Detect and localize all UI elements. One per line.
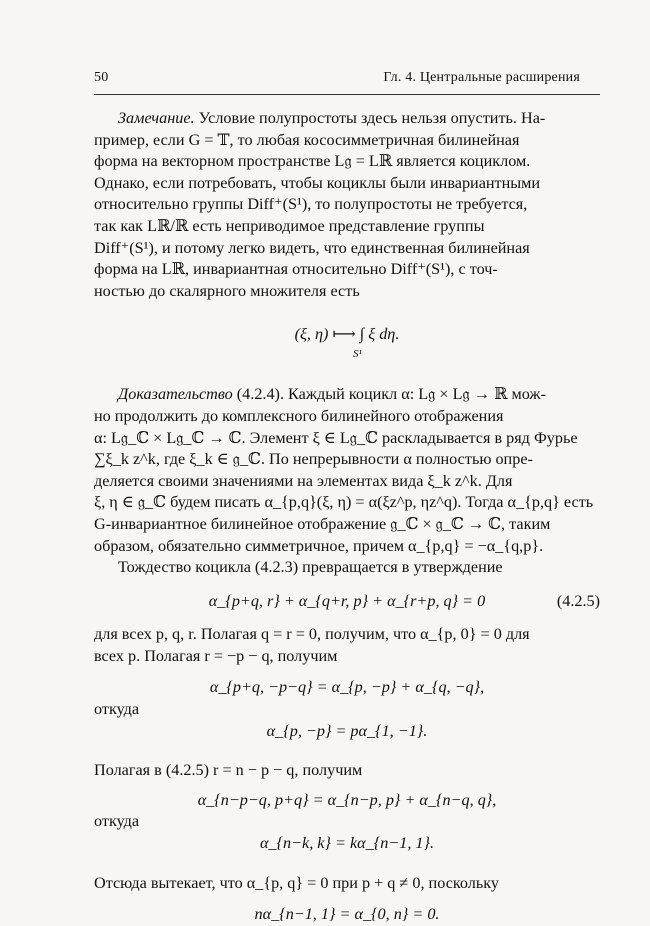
equation-number: (4.2.5) — [556, 591, 600, 610]
text-line: всех p. Полагая r = −p − q, получим — [94, 646, 338, 665]
proof-paragraph — [94, 384, 600, 578]
proof-line: Доказательство (4.2.4). Каждый коцикл α: L𝔤 × L𝔤 → ℝ мож- — [118, 385, 546, 404]
page-number: 50 — [94, 70, 109, 85]
equation-4-2-5-formula: α_{p+q, r} + α_{q+r, p} + α_{r+p, q} = 0 — [208, 591, 486, 610]
remark-line: пример, если G = 𝕋, то любая кососимметричная билинейная — [94, 130, 520, 149]
remark-line: так как Lℝ/ℝ есть неприводимое представление группы — [94, 216, 485, 235]
remark-line: форма на Lℝ, инвариантная относительно Diff⁺(S¹), с точ- — [94, 260, 498, 279]
remark-line: форма на векторном пространстве L𝔤 = Lℝ является коциклом. — [94, 152, 531, 171]
proof-line: образом, обязательно симметричное, причем α_{p,q} = −α_{q,p}. — [94, 536, 544, 555]
remark-line: Diff⁺(S¹), и потому легко видеть, что единственная билинейная — [94, 238, 530, 257]
proof-line: ∑ξ_k z^k, где ξ_k ∈ 𝔤_ℂ. По непрерывности α полностью опре- — [94, 450, 533, 469]
remark-line: ностью до скалярного множителя есть — [94, 281, 360, 300]
equation-a: α_{p+q, −p−q} = α_{p, −p} + α_{q, −q}, — [209, 678, 485, 697]
remark-label: Замечание. — [118, 109, 195, 127]
proof-line: G-инвариантное билинейное отображение 𝔤_ℂ × 𝔤_ℂ → ℂ, таким — [94, 514, 551, 533]
equation-4-2-5 — [94, 591, 600, 613]
proof-label: Доказательство — [118, 385, 233, 404]
equation-b: α_{p, −p} = pα_{1, −1}. — [266, 721, 428, 740]
equation-e: nα_{n−1, 1} = α_{0, n} = 0. — [254, 905, 440, 924]
running-title: Гл. 4. Центральные расширения — [383, 70, 580, 85]
proof-line: α: L𝔤_ℂ × L𝔤_ℂ → ℂ. Элемент ξ ∈ L𝔤_ℂ раскладывается в ряд Фурье — [94, 428, 578, 447]
polagaya-line: Полагая в (4.2.5) r = n − p − q, получим — [94, 761, 363, 780]
text-line: для всех p, q, r. Полагая q = r = 0, получим, что α_{p, 0} = 0 для — [94, 625, 530, 644]
otkuda-2: откуда — [94, 812, 140, 831]
proof-line: ξ, η ∈ 𝔤_ℂ будем писать α_{p,q}(ξ, η) = α(ξz^p, ηz^q). Тогда α_{p,q} есть — [94, 493, 594, 512]
remark-line: Однако, если потребовать, чтобы коциклы были инвариантными — [94, 173, 541, 192]
remark-line: Замечание. Условие полупростоты здесь нельзя опустить. На- — [118, 109, 546, 127]
equation-d: α_{n−k, k} = kα_{n−1, 1}. — [259, 834, 435, 853]
remark-formula: (ξ, η) ⟼ ∫ ξ dη. — [294, 325, 400, 344]
integral-domain: S¹ — [353, 348, 362, 361]
proof-line: но продолжить до комплексного билинейного отображения — [94, 406, 504, 425]
remark-paragraph — [94, 108, 600, 302]
identity-line: Тождество коцикла (4.2.3) превращается в утверждение — [118, 558, 503, 577]
running-header — [94, 70, 580, 86]
proof-line: деляется своими значениями на элементах вида ξ_k z^k. Для — [94, 471, 513, 490]
page-body — [94, 108, 600, 926]
remark-line: относительно группы Diff⁺(S¹), то полупростоты не требуется, — [94, 195, 528, 214]
conclusion-line: Отсюда вытекает, что α_{p, q} = 0 при p + q ≠ 0, поскольку — [94, 873, 500, 892]
equation-c: α_{n−p−q, p+q} = α_{n−p, p} + α_{n−q, q}, — [197, 790, 497, 809]
otkuda-1: откуда — [94, 700, 140, 719]
header-rule — [94, 94, 600, 95]
remark-formula-block — [94, 302, 600, 360]
